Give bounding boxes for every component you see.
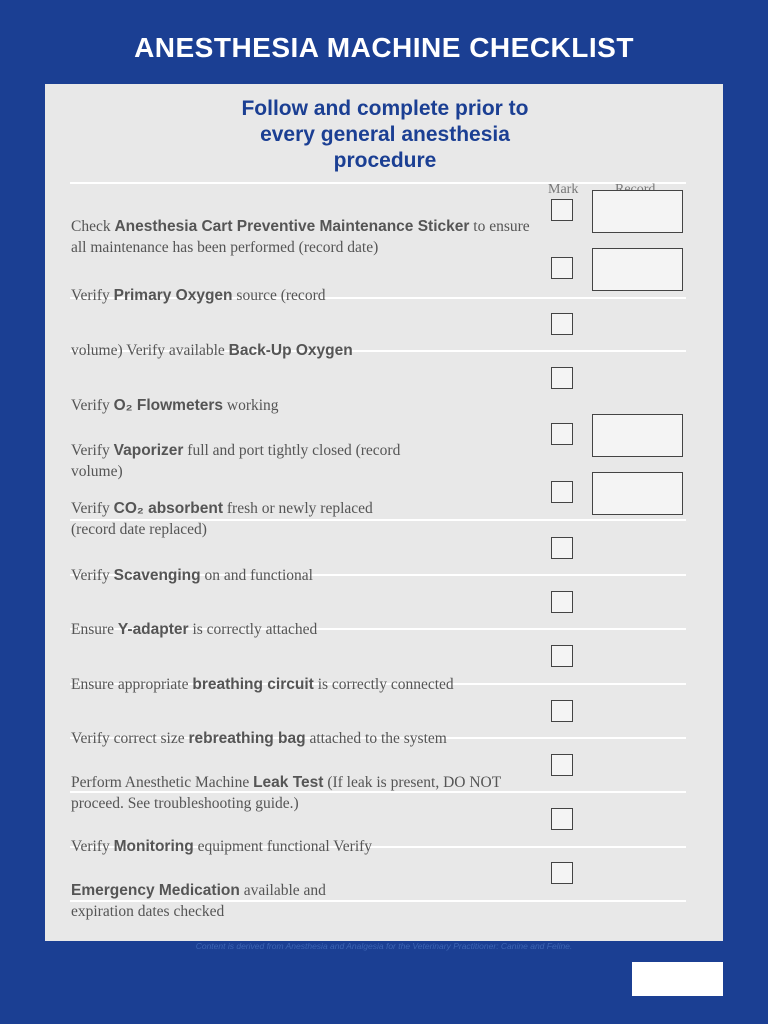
item-bold-text: Anesthesia Cart Preventive Maintenance Sticker <box>114 218 470 235</box>
item-text: equipment functional Verify <box>193 838 373 855</box>
item-text: available and expiration dates checked <box>71 882 326 920</box>
item-bold-text: Vaporizer <box>113 442 184 459</box>
list-item <box>71 340 541 361</box>
item-bold-text: O₂ Flowmeters <box>113 397 224 414</box>
logo <box>632 962 723 996</box>
item-text: Verify <box>71 397 114 414</box>
item-text: on and functional <box>200 567 313 584</box>
mark-checkbox[interactable] <box>551 423 573 445</box>
item-text: Perform Anesthetic Machine <box>71 774 254 791</box>
list-item <box>71 836 541 857</box>
item-bold-text: Primary Oxygen <box>113 287 233 304</box>
mark-column-header: Mark <box>548 182 579 197</box>
item-text: Verify correct size <box>71 730 189 747</box>
subtitle-line: every general anesthesia <box>260 123 510 146</box>
mark-checkbox[interactable] <box>551 257 573 279</box>
record-field[interactable] <box>592 472 683 515</box>
list-item <box>71 498 421 540</box>
mark-checkbox[interactable] <box>551 862 573 884</box>
item-bold-text: breathing circuit <box>192 676 314 693</box>
list-item <box>71 772 531 814</box>
item-text: (If leak is present, DO NOT proceed. See troubleshooting guide.) <box>71 774 501 812</box>
list-item <box>71 728 541 749</box>
mark-checkbox[interactable] <box>551 754 573 776</box>
item-text: Verify <box>71 567 114 584</box>
item-text: to ensure all maintenance has been performed (record date) <box>71 218 530 256</box>
list-item <box>71 395 541 416</box>
list-item <box>71 216 541 258</box>
list-item <box>71 674 541 695</box>
item-text: Ensure <box>71 621 118 638</box>
item-text: fresh or newly replaced (record date replaced) <box>71 500 373 538</box>
record-field[interactable] <box>592 414 683 457</box>
item-bold-text: CO₂ absorbent <box>113 500 223 517</box>
mark-checkbox[interactable] <box>551 367 573 389</box>
list-item <box>71 565 541 586</box>
item-text: source (record <box>232 287 326 304</box>
item-bold-text: Leak Test <box>253 774 324 791</box>
item-text: Verify <box>71 287 114 304</box>
list-item <box>71 619 541 640</box>
item-bold-text: rebreathing bag <box>188 730 306 747</box>
item-text: full and port tightly closed (record volume) <box>71 442 401 480</box>
item-text: Verify <box>71 500 114 517</box>
item-text: volume) Verify available <box>71 342 229 359</box>
item-text: Ensure appropriate <box>71 676 193 693</box>
mark-checkbox[interactable] <box>551 700 573 722</box>
item-text: Check <box>71 218 115 235</box>
mark-checkbox[interactable] <box>551 481 573 503</box>
record-field[interactable] <box>592 190 683 233</box>
list-item <box>71 880 371 922</box>
item-text: attached to the system <box>305 730 447 747</box>
item-text: is correctly connected <box>313 676 454 693</box>
source-note: Content is derived from Anesthesia and Analgesia for the Veterinary Practitioner: Canine and Feline. <box>195 941 573 951</box>
list-item <box>71 285 541 306</box>
record-field[interactable] <box>592 248 683 291</box>
subtitle-line: procedure <box>333 149 437 172</box>
subtitle <box>195 96 575 174</box>
mark-checkbox[interactable] <box>551 199 573 221</box>
mark-checkbox[interactable] <box>551 645 573 667</box>
list-item <box>71 440 401 482</box>
item-text: is correctly attached <box>188 621 318 638</box>
item-bold-text: Monitoring <box>113 838 194 855</box>
item-text: Verify <box>71 838 114 855</box>
item-bold-text: Scavenging <box>113 567 201 584</box>
item-bold-text: Emergency Medication <box>71 882 240 899</box>
checklist-panel <box>45 84 723 941</box>
subtitle-line: Follow and complete prior to <box>241 97 529 120</box>
mark-checkbox[interactable] <box>551 537 573 559</box>
item-text: working <box>223 397 279 414</box>
divider <box>70 182 686 184</box>
page-title: ANESTHESIA MACHINE CHECKLIST <box>134 32 634 63</box>
mark-checkbox[interactable] <box>551 313 573 335</box>
mark-checkbox[interactable] <box>551 591 573 613</box>
mark-checkbox[interactable] <box>551 808 573 830</box>
item-bold-text: Back-Up Oxygen <box>228 342 353 359</box>
item-bold-text: Y-adapter <box>117 621 189 638</box>
item-text: Verify <box>71 442 114 459</box>
